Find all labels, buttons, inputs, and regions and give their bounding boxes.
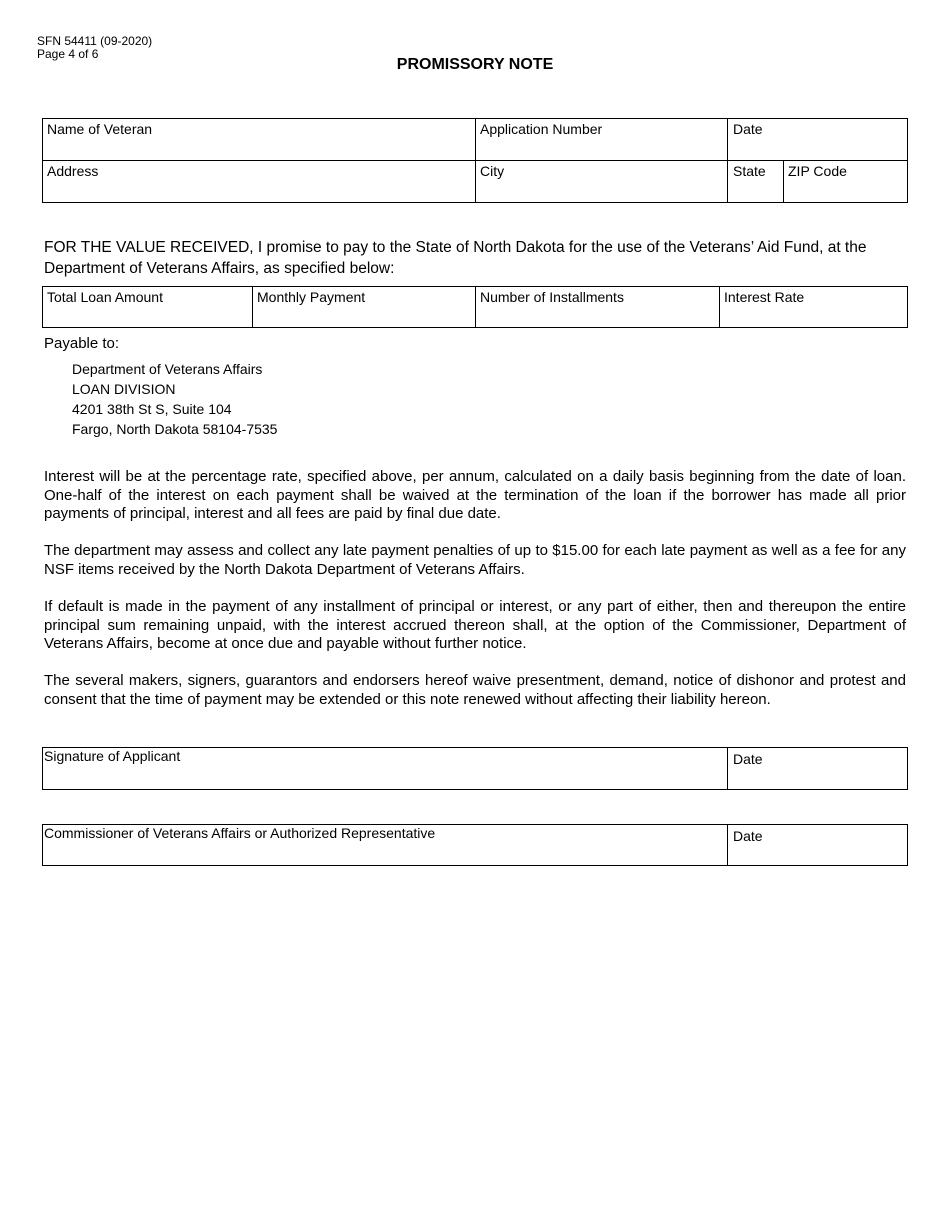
applicant-signature-field[interactable] (43, 748, 728, 789)
address-field[interactable] (43, 161, 476, 202)
commissioner-date-field[interactable] (728, 825, 907, 865)
name-of-veteran-label: Name of Veteran (47, 121, 153, 137)
commissioner-date-label: Date (733, 828, 763, 844)
application-number-field[interactable] (476, 119, 728, 160)
veteran-date-field[interactable] (728, 119, 907, 160)
city-label: City (480, 163, 505, 179)
monthly-payment-field[interactable] (253, 287, 476, 327)
late-payment-paragraph: The department may assess and collect any late payment penalties of up to $15.00 for each late payment as well as a fee for any NSF items received by the North Dakota Department of Veterans Affairs. (44, 542, 906, 578)
total-loan-amount-label: Total Loan Amount (47, 289, 163, 305)
interest-rate-field[interactable] (720, 287, 907, 327)
state-label: State (733, 163, 766, 179)
commissioner-signature-table (42, 824, 908, 866)
veteran-info-table (42, 118, 908, 203)
commissioner-signature-field[interactable] (43, 825, 728, 865)
monthly-payment-label: Monthly Payment (257, 289, 366, 305)
form-number: SFN 54411 (09-2020) (37, 34, 153, 48)
number-of-installments-label: Number of Installments (480, 289, 624, 305)
commissioner-signature-label: Commissioner of Veterans Affairs or Authorized Representative (44, 825, 436, 841)
address-label: Address (47, 163, 99, 179)
default-paragraph: If default is made in the payment of any installment of principal or interest, or any part of either, then and thereupon the entire principal sum remaining unpaid, with the interest accrued thereon shall, at the option of the Commissioner, Department of Veterans Affairs, become at once due and payable without further notice. (44, 598, 906, 652)
applicant-signature-table (42, 747, 908, 790)
interest-paragraph: Interest will be at the percentage rate, specified above, per annum, calculated on a daily basis beginning from the date of loan. One-half of the interest on each payment shall be waived at the termination of the loan if the borrower has made all prior payments of principal, interest and all fees are paid by final due date. (44, 468, 906, 522)
payee-address-line: Department of Veterans Affairs (72, 361, 263, 377)
applicant-date-label: Date (733, 751, 763, 767)
payee-address-line: LOAN DIVISION (72, 381, 176, 397)
payee-address (72, 359, 277, 439)
payable-to-label: Payable to: (44, 335, 120, 352)
payee-address-line: 4201 38th St S, Suite 104 (72, 401, 232, 417)
waiver-paragraph: The several makers, signers, guarantors and endorsers hereof waive presentment, demand, notice of dishonor and protest and consent that the time of payment may be extended or this note renewed without affecting their liability hereon. (44, 672, 906, 708)
veteran-date-label: Date (733, 121, 763, 137)
page-info: Page 4 of 6 (37, 47, 99, 61)
intro-text: FOR THE VALUE RECEIVED, I promise to pay to the State of North Dakota for the use of the Veterans’ Aid Fund, at the Department of Veterans Affairs, as specified below: (44, 239, 867, 277)
zip-code-field[interactable] (784, 161, 907, 202)
page-title: PROMISSORY NOTE (396, 56, 554, 73)
zip-code-label: ZIP Code (788, 163, 847, 179)
name-of-veteran-field[interactable] (43, 119, 476, 160)
applicant-signature-label: Signature of Applicant (44, 748, 181, 764)
interest-rate-label: Interest Rate (724, 289, 805, 305)
applicant-date-field[interactable] (728, 748, 907, 789)
city-field[interactable] (476, 161, 728, 202)
payee-address-line: Fargo, North Dakota 58104-7535 (72, 421, 278, 437)
total-loan-amount-field[interactable] (43, 287, 253, 327)
loan-terms-table (42, 286, 908, 328)
state-field[interactable] (728, 161, 784, 202)
number-of-installments-field[interactable] (476, 287, 720, 327)
application-number-label: Application Number (480, 121, 603, 137)
